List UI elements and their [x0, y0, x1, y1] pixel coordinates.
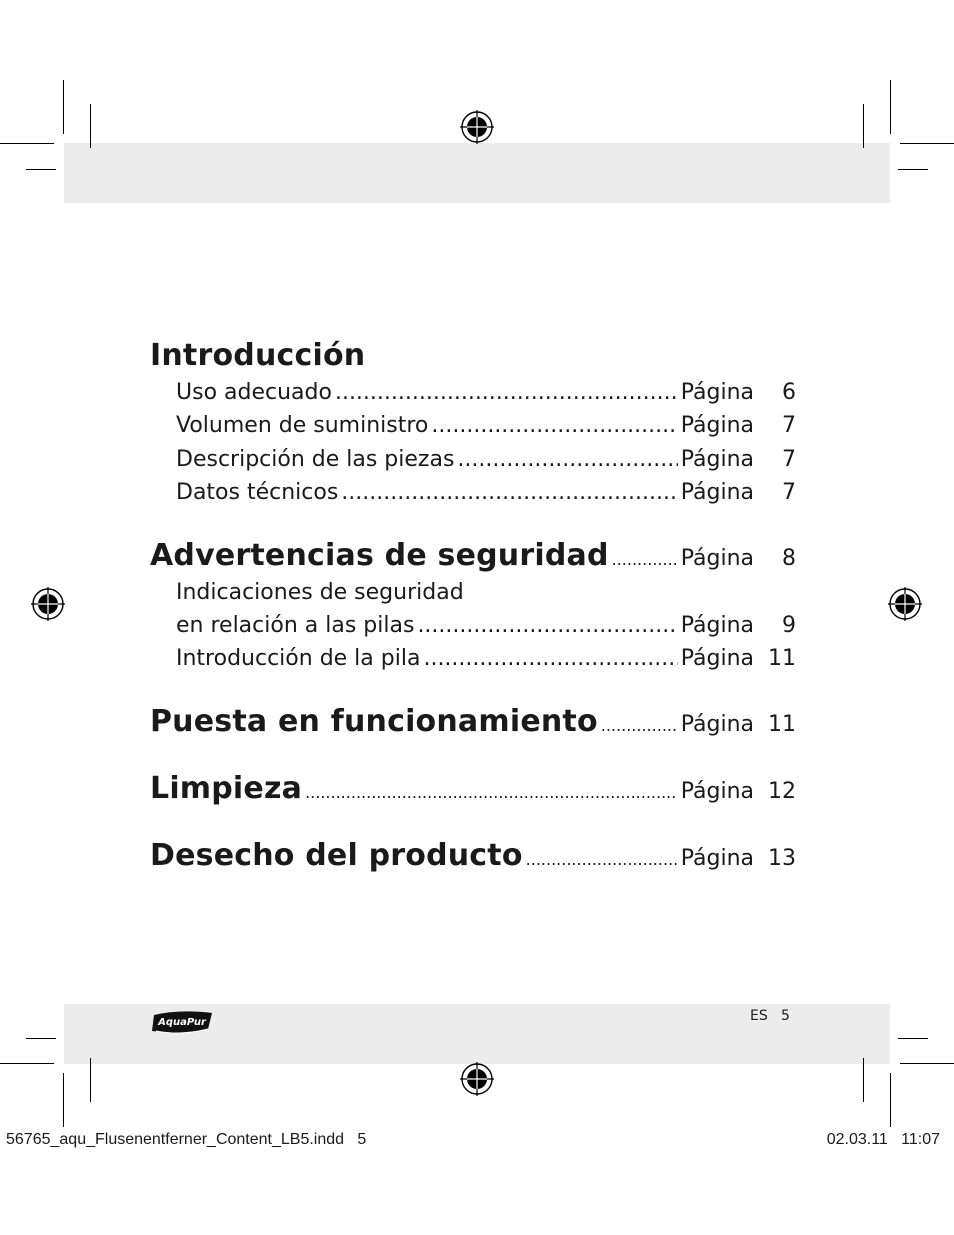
registration-mark-icon [888, 587, 922, 621]
page-number: 11 [768, 711, 796, 737]
dot-leader [601, 706, 678, 746]
toc-item-title: Introducción de la pila [176, 646, 421, 672]
dot-leader [335, 376, 678, 409]
registration-mark-icon [31, 587, 65, 621]
toc-item[interactable] [150, 376, 796, 409]
crop-mark [900, 1063, 954, 1064]
table-of-contents [150, 336, 796, 876]
toc-section-limpieza[interactable] [150, 769, 796, 809]
page-number-footer: 5 [781, 1008, 790, 1024]
page-number: 8 [782, 545, 796, 571]
page-label: Página [680, 413, 754, 439]
toc-item-title: Uso adecuado [176, 380, 332, 405]
toc-item[interactable] [150, 642, 796, 675]
toc-section-title: Advertencias de seguridad [150, 537, 609, 573]
page-number: 12 [768, 778, 796, 804]
dot-leader [612, 540, 678, 580]
toc-section-title: Limpieza [150, 770, 303, 806]
page-label: Página [680, 845, 754, 871]
toc-item-title: Descripción de las piezas [176, 446, 455, 472]
page-number: 7 [782, 446, 796, 472]
page-label: Página [680, 545, 754, 571]
crop-mark [863, 104, 864, 148]
registration-mark-icon [460, 110, 494, 144]
crop-mark [890, 1073, 891, 1127]
registration-mark-icon [460, 1062, 494, 1096]
page-label: Página [680, 646, 754, 672]
crop-mark [63, 80, 64, 134]
slug-filename: 56765_aqu_Flusenentferner_Content_LB5.indd 5 [6, 1131, 367, 1148]
toc-item-title: en relación a las pilas [176, 612, 415, 638]
dot-leader [305, 773, 678, 813]
crop-mark [90, 1058, 91, 1102]
page-number: 13 [768, 845, 796, 871]
toc-section-title: Introducción [150, 338, 366, 373]
dot-leader [526, 840, 678, 880]
dot-leader [457, 443, 677, 476]
page-label: Página [680, 380, 754, 405]
toc-section-title: Desecho del producto [150, 837, 523, 873]
crop-mark [0, 1063, 54, 1064]
toc-item[interactable] [150, 609, 796, 642]
page-number: 9 [782, 612, 796, 638]
page-number: 7 [782, 480, 796, 506]
brand-name: AquaPur [158, 1017, 206, 1028]
page-label: Página [680, 446, 754, 472]
crop-mark [898, 1038, 928, 1039]
page-label: Página [680, 612, 754, 638]
crop-mark [898, 169, 928, 170]
crop-mark [863, 1058, 864, 1102]
page-label: Página [680, 778, 754, 804]
aquapur-logo [150, 1009, 216, 1035]
crop-mark [63, 1073, 64, 1127]
toc-item[interactable] [150, 409, 796, 442]
crop-mark [26, 1038, 56, 1039]
dot-leader [417, 609, 677, 642]
crop-mark [900, 143, 954, 144]
crop-mark [90, 104, 91, 148]
language-code: ES [750, 1008, 768, 1024]
crop-mark [26, 169, 56, 170]
slug-datetime: 02.03.11 11:07 [826, 1131, 940, 1148]
toc-section-title: Puesta en funcionamiento [150, 703, 598, 739]
dot-leader [423, 642, 677, 675]
toc-section-introduccion[interactable] [150, 336, 796, 376]
dot-leader [431, 409, 677, 442]
crop-mark [0, 143, 54, 144]
toc-item-title: Datos técnicos [176, 480, 339, 506]
toc-section-puesta-en-funcionamiento[interactable] [150, 702, 796, 742]
toc-item[interactable] [150, 443, 796, 476]
toc-item-title-line1: Indicaciones de seguridad [176, 579, 464, 605]
toc-section-desecho-del-producto[interactable] [150, 836, 796, 876]
page-label: Página [680, 711, 754, 737]
page-number: 6 [782, 380, 796, 405]
page-number: 7 [782, 413, 796, 439]
dot-leader [341, 476, 677, 509]
toc-section-advertencias[interactable] [150, 536, 796, 576]
page-number: 11 [768, 646, 796, 672]
toc-item-title: Volumen de suministro [176, 413, 429, 439]
header-band [64, 143, 890, 203]
page-label: Página [680, 480, 754, 506]
crop-mark [890, 80, 891, 134]
toc-item[interactable] [150, 476, 796, 509]
